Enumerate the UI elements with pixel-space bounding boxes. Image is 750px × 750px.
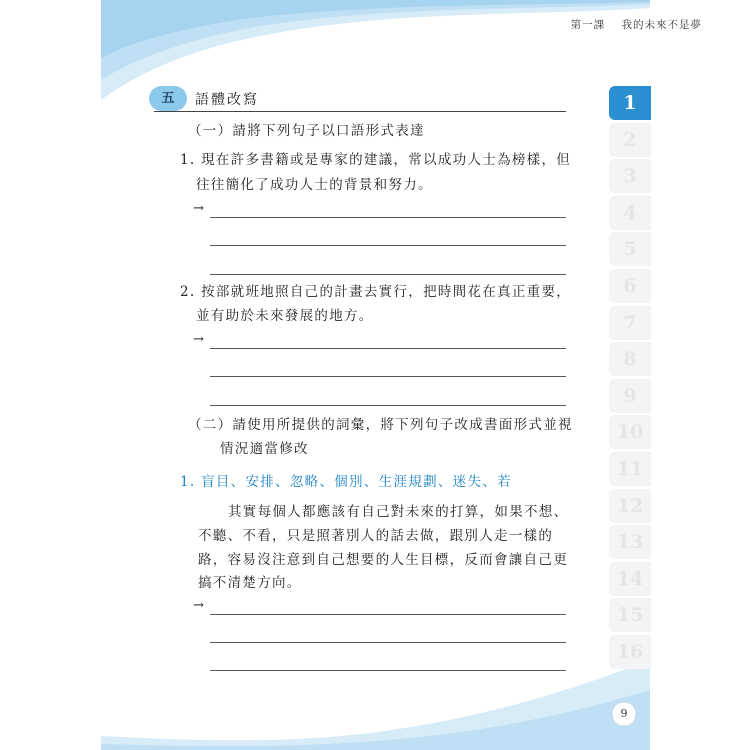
q1-answer-arrow: → bbox=[193, 201, 204, 216]
page-number: 9 bbox=[612, 702, 636, 726]
part1-heading: （一）請將下列句子以口語形式表達 bbox=[188, 123, 425, 139]
q2-answer-line-2[interactable] bbox=[210, 376, 566, 377]
chapter-tab-5[interactable]: 5 bbox=[609, 232, 651, 266]
q1-line1: 1. 現在許多書籍或是專家的建議，常以成功人士為榜樣，但 bbox=[180, 152, 572, 168]
chapter-tab-16[interactable]: 16 bbox=[609, 635, 651, 669]
passage-line3: 路，容易沒注意到自己想要的人生目標，反而會讓自己更 bbox=[198, 552, 568, 568]
lesson-label: 第一課 bbox=[570, 19, 606, 31]
bottom-wave-decoration bbox=[101, 640, 650, 750]
q2-answer-arrow: → bbox=[193, 332, 204, 347]
part2-heading-line2: 情況適當修改 bbox=[220, 441, 309, 457]
q2-line2: 並有助於未來發展的地方。 bbox=[196, 308, 374, 324]
part2-heading-line1: （二）請使用所提供的詞彙，將下列句子改成書面形式並視 bbox=[188, 417, 573, 433]
chapter-tab-7[interactable]: 7 bbox=[609, 306, 651, 340]
section-number-badge: 五 bbox=[149, 86, 187, 111]
q1-line2: 往往簡化了成功人士的背景和努力。 bbox=[196, 177, 433, 193]
q2-line1: 2. 按部就班地照自己的計畫去實行，把時間花在真正重要， bbox=[180, 284, 572, 300]
passage-line4: 搞不清楚方向。 bbox=[198, 575, 302, 591]
chapter-tab-8[interactable]: 8 bbox=[609, 342, 651, 376]
chapter-tab-9[interactable]: 9 bbox=[609, 379, 651, 413]
part2-answer-line-2[interactable] bbox=[210, 642, 566, 643]
q1-answer-line-1[interactable] bbox=[210, 217, 566, 218]
chapter-tab-15[interactable]: 15 bbox=[609, 598, 651, 632]
chapter-tabs bbox=[609, 86, 651, 672]
chapter-tab-10[interactable]: 10 bbox=[609, 415, 651, 449]
running-header bbox=[559, 17, 702, 32]
chapter-tab-12[interactable]: 12 bbox=[609, 489, 651, 523]
part2-answer-line-1[interactable] bbox=[210, 614, 566, 615]
q1-answer-line-2[interactable] bbox=[210, 245, 566, 246]
chapter-tab-13[interactable]: 13 bbox=[609, 525, 651, 559]
passage-line1: 其實每個人都應該有自己對未來的打算，如果不想、 bbox=[228, 504, 569, 520]
chapter-tab-2[interactable]: 2 bbox=[609, 123, 651, 157]
section-title: 語體改寫 bbox=[195, 92, 259, 108]
q1-answer-line-3[interactable] bbox=[210, 274, 566, 275]
passage-line2: 不聽、不看，只是照著別人的話去做，跟別人走一樣的 bbox=[198, 528, 554, 544]
part2-answer-arrow: → bbox=[193, 598, 204, 613]
textbook-page bbox=[101, 0, 650, 750]
vocab-list: 1. 盲目、安排、忽略、個別、生涯規劃、迷失、若 bbox=[180, 474, 512, 490]
chapter-tab-3[interactable]: 3 bbox=[609, 159, 651, 193]
chapter-tab-6[interactable]: 6 bbox=[609, 269, 651, 303]
chapter-tab-1[interactable]: 1 bbox=[609, 86, 651, 120]
section-divider bbox=[154, 111, 566, 112]
chapter-tab-4[interactable]: 4 bbox=[609, 196, 651, 230]
lesson-title: 我的未來不是夢 bbox=[621, 19, 702, 31]
part2-answer-line-3[interactable] bbox=[210, 670, 566, 671]
chapter-tab-14[interactable]: 14 bbox=[609, 562, 651, 596]
q2-answer-line-3[interactable] bbox=[210, 405, 566, 406]
chapter-tab-11[interactable]: 11 bbox=[609, 452, 651, 486]
q2-answer-line-1[interactable] bbox=[210, 348, 566, 349]
